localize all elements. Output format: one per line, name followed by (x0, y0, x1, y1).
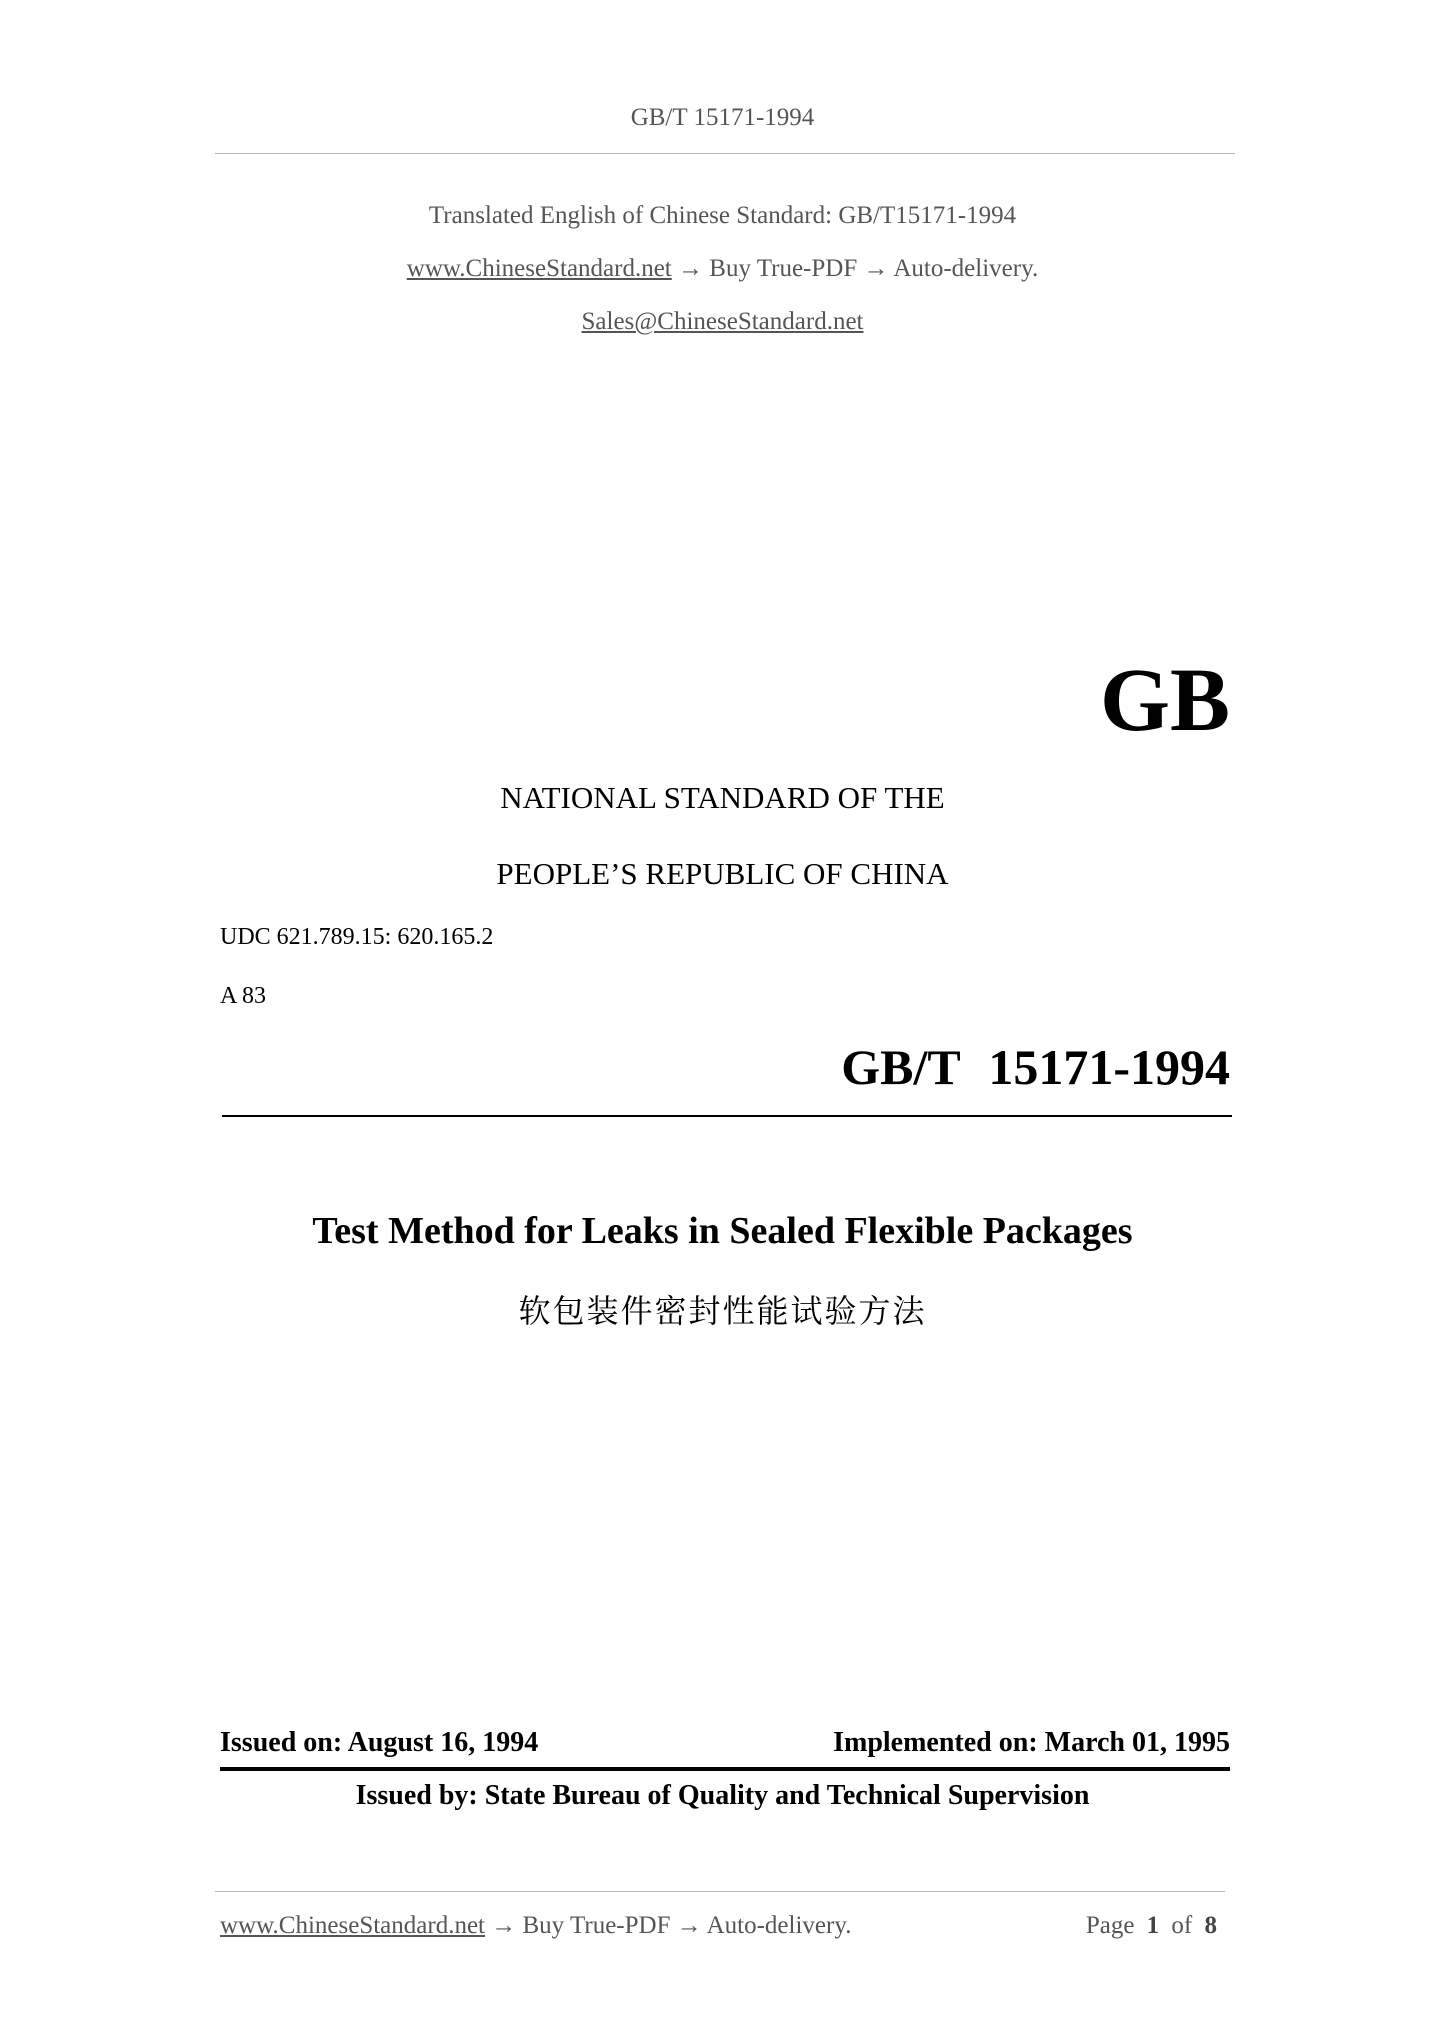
footer-buy-text: → Buy True-PDF → Auto-delivery. (485, 1912, 852, 1939)
running-header-title: GB/T 15171-1994 (630, 104, 815, 131)
issued-by: Issued by: State Bureau of Quality and Technical Supervision (355, 1780, 1090, 1811)
ccs-code: A 83 (220, 983, 267, 1009)
page-total: 8 (1204, 1912, 1217, 1939)
national-standard-line-1: NATIONAL STANDARD OF THE (500, 780, 945, 815)
standard-number: GB/T 15171-1994 (841, 1039, 1230, 1095)
page-label: Page (1085, 1912, 1135, 1939)
footer-divider (215, 1891, 1225, 1892)
page-indicator (1086, 1912, 1223, 1940)
title-chinese: 软包装件密封性能试验方法 (518, 1292, 927, 1330)
national-standard-line-2: PEOPLE’S REPUBLIC OF CHINA (496, 856, 949, 891)
standard-number-rule (222, 1115, 1232, 1117)
header-buy-line (0, 255, 1445, 283)
header-divider (215, 153, 1235, 154)
implemented-on-date: Implemented on: March 01, 1995 (833, 1727, 1230, 1758)
footer-buy-line (220, 1912, 851, 1940)
header-buy-text: → Buy True-PDF → Auto-delivery. (671, 255, 1039, 282)
title-english: Test Method for Leaks in Sealed Flexible Packages (312, 1210, 1133, 1252)
issued-on-date: Issued on: August 16, 1994 (220, 1727, 539, 1758)
footer-site-link[interactable]: www.ChineseStandard.net (220, 1912, 485, 1939)
page-of-label: of (1171, 1912, 1193, 1939)
translation-note: Translated English of Chinese Standard: GB/T15171-1994 (428, 202, 1017, 229)
sales-email-link[interactable]: Sales@ChineseStandard.net (581, 308, 864, 335)
header-sales-line (0, 308, 1445, 336)
page-current: 1 (1146, 1912, 1160, 1939)
header-site-link[interactable]: www.ChineseStandard.net (406, 255, 672, 282)
gb-mark: GB (1099, 651, 1230, 750)
issue-dates-rule (220, 1767, 1230, 1771)
udc-code: UDC 621.789.15: 620.165.2 (220, 924, 494, 950)
